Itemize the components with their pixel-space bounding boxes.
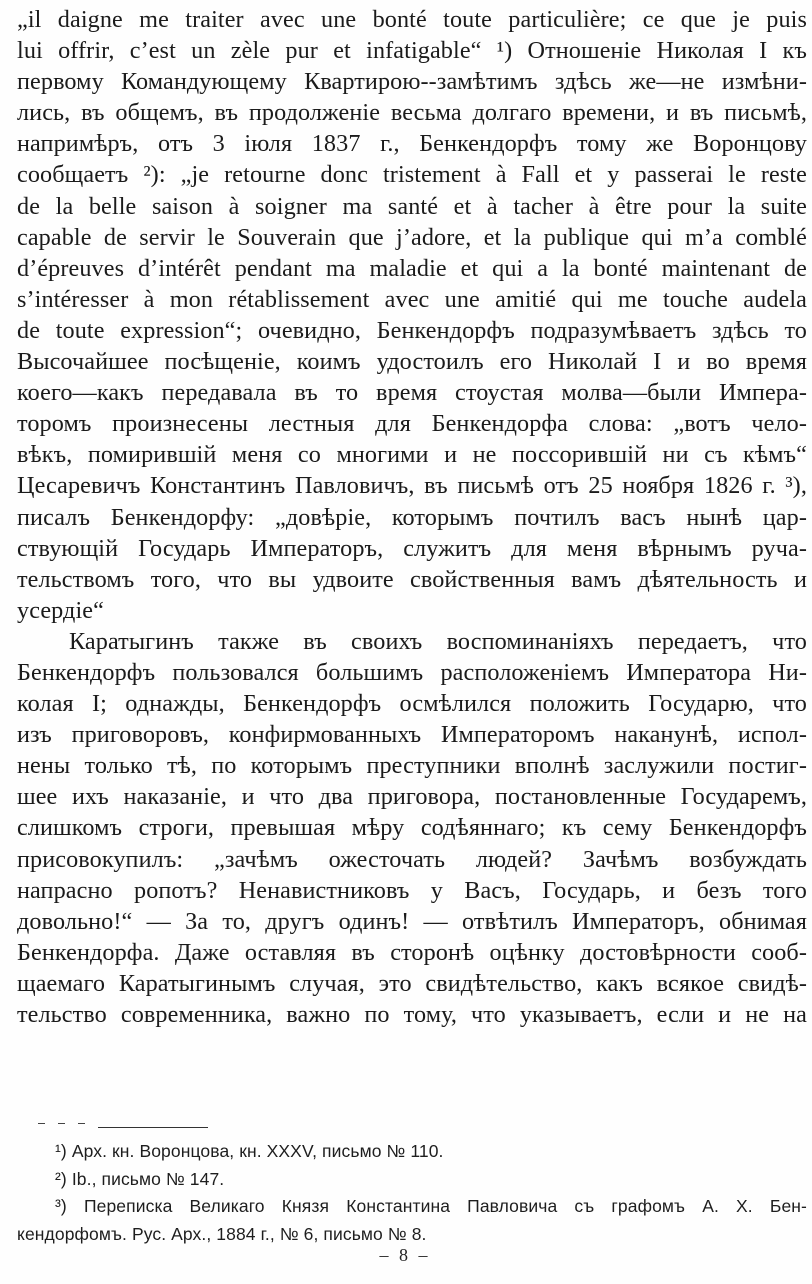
text-line: шее ихъ наказаніе, и что два приговора, постановленные Государемъ, — [17, 783, 807, 811]
text-line: колая I; однажды, Бенкендорфъ осмѣлился положить Государю, что — [17, 690, 807, 718]
text-line: довольно!“ — За то, другъ одинъ! — отвѣтилъ Императоръ, обнимая — [17, 907, 807, 935]
text-line: lui offrir, c’est un zèle pur et infatigable“ ¹) Отношеніе Николая I къ — [17, 37, 807, 65]
text-line: Цесаревичъ Константинъ Павловичъ, въ письмѣ отъ 25 ноября 1826 г. ³), — [17, 472, 807, 500]
footnote-rule-dash — [78, 1123, 85, 1124]
footnote-rule — [98, 1127, 208, 1128]
text-line: щаемаго Каратыгинымъ случая, это свидѣтельство, какъ всякое свидѣ- — [17, 969, 807, 997]
text-line: напримѣръ, отъ 3 іюля 1837 г., Бенкендорфъ тому же Воронцову — [17, 130, 807, 158]
text-line: s’intéresser à mon rétablissement avec une amitié qui me touche audela — [17, 285, 807, 313]
footnote-rule-dash — [58, 1123, 65, 1124]
text-line: напрасно ропотъ? Ненавистниковъ у Васъ, Государь, и безъ того — [17, 876, 807, 904]
text-line: вѣкъ, помирившій меня со многими и не поссорившій ни съ кѣмъ“ — [17, 441, 807, 469]
text-line: сообщаетъ ²): „je retourne donc tristement à Fall et y passerai le reste — [17, 161, 807, 189]
text-line: тельствомъ того, что вы удвоите свойственныя вамъ дѣятельность и — [17, 565, 807, 593]
text-line: первому Командующему Квартирою--замѣтимъ здѣсь же—не измѣни- — [17, 68, 807, 96]
text-line: присовокупилъ: „зачѣмъ ожесточать людей? Зачѣмъ возбуждать — [17, 845, 807, 873]
text-line: изъ приговоровъ, конфирмованныхъ Императоромъ наканунѣ, испол- — [17, 721, 807, 749]
text-line: „il daigne me traiter avec une bonté toute particulière; ce que je puis — [17, 6, 807, 33]
text-line: коего—какъ передавала въ то время стоустая молва—были Импера- — [17, 379, 807, 407]
text-line: усердіе“ — [17, 596, 104, 624]
text-line: Бенкендорфъ пользовался большимъ расположеніемъ Императора Ни- — [17, 658, 807, 686]
text-line: ствующій Государь Императоръ, служитъ для меня вѣрнымъ руча- — [17, 534, 807, 562]
footnote-3-continued: кендорфомъ. Рус. Арх., 1884 г., № 6, письмо № 8. — [17, 1223, 427, 1244]
text-line: Бенкендорфа. Даже оставляя въ сторонѣ оцѣнку достовѣрности сооб- — [17, 938, 807, 966]
text-line: capable de servir le Souverain que j’adore, et la publique qui m’a comblé — [17, 223, 807, 251]
text-line: тельство современника, важно по тому, что указываетъ, если и не на — [17, 1001, 807, 1028]
text-line: de toute expression“; очевидно, Бенкендорфъ подразумѣваетъ здѣсь то — [17, 316, 807, 344]
paragraph-start-line: Каратыгинъ также въ своихъ воспоминаніяхъ передаетъ, что — [69, 627, 807, 655]
text-line: слишкомъ строги, превышая мѣру содѣяннаго; къ сему Бенкендорфъ — [17, 814, 807, 842]
footnote-2: ²) Ib., письмо № 147. — [55, 1168, 225, 1189]
footnotes — [17, 1138, 807, 1248]
text-line: писалъ Бенкендорфу: „довѣріе, которымъ почтилъ васъ нынѣ цар- — [17, 503, 807, 531]
footnote-3: ³) Переписка Великаго Князя Константина Павловича съ графомъ А. Х. Бен- — [55, 1196, 807, 1216]
text-line: Высочайшее посѣщеніе, коимъ удостоилъ его Николай I и во время — [17, 348, 807, 376]
text-line: de la belle saison à soigner ma santé et à tacher à être pour la suite — [17, 192, 807, 220]
main-text — [17, 4, 807, 1030]
footnote-rule-dash — [38, 1123, 45, 1124]
text-line: торомъ произнесены лестныя для Бенкендорфа слова: „вотъ чело- — [17, 410, 807, 438]
footnote-1: ¹) Арх. кн. Воронцова, кн. XXXV, письмо № 110. — [55, 1141, 444, 1161]
text-line: лись, въ общемъ, въ продолженіе весьма долгаго времени, и въ письмѣ, — [17, 99, 807, 127]
text-line: нены только тѣ, по которымъ преступники вполнѣ заслужили постиг- — [17, 752, 807, 780]
page-number: – 8 – — [379, 1245, 431, 1265]
text-line: d’épreuves d’intérêt pendant ma maladie et qui a la bonté maintenant de — [17, 254, 807, 282]
